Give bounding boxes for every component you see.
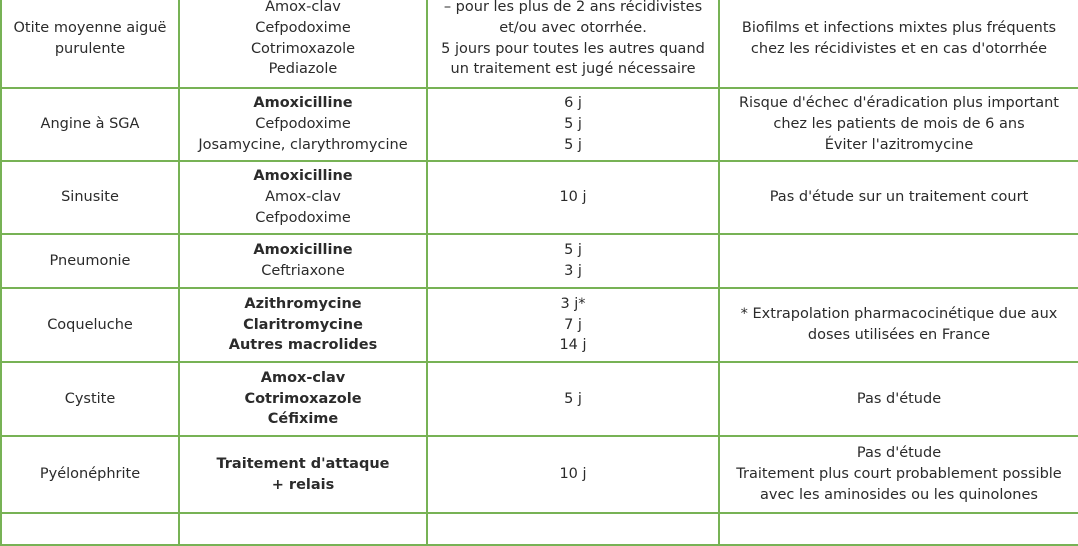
cell-treatments xyxy=(179,436,427,513)
duration-line: 6 j xyxy=(564,95,582,112)
treatment-line: Traitement d'attaque xyxy=(216,455,390,472)
comment-line: Pas d'étude sur un traitement court xyxy=(769,189,1029,206)
duration-line: 5 j xyxy=(564,136,582,153)
treatment-line: Cefpodoxime xyxy=(255,116,351,133)
cell-infection xyxy=(1,88,179,161)
comment-line: chez les récidivistes et en cas d'otorrhée xyxy=(750,40,1048,57)
duration-line: 3 j* xyxy=(560,295,586,312)
duration-line: 10 j xyxy=(559,466,587,483)
comment-line: Risque d'échec d'éradication plus important xyxy=(738,95,1059,112)
comment-line: * Extrapolation pharmacocinétique due aux xyxy=(740,306,1058,323)
cell-treatments xyxy=(179,288,427,362)
cell-comments xyxy=(719,161,1078,234)
table-row-cutoff xyxy=(1,513,1078,545)
treatment-line: Cotrimoxazole xyxy=(250,40,356,57)
treatment-line: Céfixime xyxy=(267,411,339,428)
comment-line: Traitement plus court probablement possible xyxy=(736,466,1062,483)
table-row-angine xyxy=(1,88,1078,161)
cell-comments xyxy=(719,436,1078,513)
infection-line: Coqueluche xyxy=(47,316,133,333)
table-row-pyelonephrite xyxy=(1,436,1078,513)
cell-empty xyxy=(1,513,179,545)
cell-comments xyxy=(719,288,1078,362)
treatment-line: Amoxicilline xyxy=(253,168,353,185)
comment-line: Pas d'étude xyxy=(856,390,942,407)
cell-comments xyxy=(719,0,1078,88)
treatment-line: Autres macrolides xyxy=(228,337,378,354)
cell-treatments xyxy=(179,161,427,234)
infection-line: Cystite xyxy=(64,390,116,407)
cell-comments xyxy=(719,234,1078,288)
table-row-coqueluche xyxy=(1,288,1078,362)
table-body xyxy=(1,0,1078,545)
comment-line: Éviter l'azitromycine xyxy=(824,136,974,153)
duration-line: 5 j xyxy=(564,242,582,259)
cell-duration xyxy=(427,436,719,513)
infection-line: Otite moyenne aiguë xyxy=(13,19,167,36)
cell-treatments xyxy=(179,0,427,88)
infection-line: Sinusite xyxy=(61,189,119,206)
comment-line: Pas d'étude xyxy=(856,445,942,462)
duration-line: un traitement est jugé nécessaire xyxy=(450,61,696,78)
duration-line: 5 j xyxy=(564,390,582,407)
infection-line: Angine à SGA xyxy=(40,116,140,133)
cell-duration xyxy=(427,161,719,234)
cell-comments xyxy=(719,88,1078,161)
comment-line: doses utilisées en France xyxy=(807,327,991,343)
duration-line: 10 j xyxy=(559,189,587,206)
treatment-line: Amoxicilline xyxy=(253,242,353,259)
infection-line: purulente xyxy=(54,40,126,57)
duration-line: 3 j xyxy=(564,263,582,279)
cell-treatments xyxy=(179,88,427,161)
cell-duration xyxy=(427,0,719,88)
duration-line: 7 j xyxy=(564,316,582,333)
treatment-line: Amox-clav xyxy=(265,189,341,206)
duration-line: – pour les plus de 2 ans récidivistes xyxy=(443,0,703,16)
comment-line: avec les aminosides ou les quinolones xyxy=(760,486,1038,503)
cell-duration xyxy=(427,88,719,161)
cell-infection xyxy=(1,288,179,362)
table-row-pneumonie xyxy=(1,234,1078,288)
cell-infection xyxy=(1,362,179,436)
treatment-line: Amoxicilline xyxy=(253,95,353,112)
treatment-line: Ceftriaxone xyxy=(261,263,345,279)
cell-infection xyxy=(1,0,179,88)
treatment-line: Claritromycine xyxy=(243,316,363,333)
duration-line: 5 jours pour toutes les autres quand xyxy=(441,40,705,57)
comment-line: Biofilms et infections mixtes plus fréquents xyxy=(741,19,1057,36)
treatment-line: Cotrimoxazole xyxy=(244,390,362,407)
duration-line: et/ou avec otorrhée. xyxy=(499,19,647,36)
table-row-otite xyxy=(1,0,1078,88)
treatment-line: Amox-clav xyxy=(260,369,346,386)
cell-empty xyxy=(179,513,427,545)
treatment-line: + relais xyxy=(271,476,335,493)
cell-infection xyxy=(1,234,179,288)
cell-infection xyxy=(1,436,179,513)
cell-empty xyxy=(427,513,719,545)
cell-duration xyxy=(427,362,719,436)
cell-duration xyxy=(427,288,719,362)
comment-line: chez les patients de mois de 6 ans xyxy=(773,116,1025,133)
infection-line: Pneumonie xyxy=(49,252,131,269)
table-row-sinusite xyxy=(1,161,1078,234)
cell-empty xyxy=(719,513,1078,545)
treatment-line: Cefpodoxime xyxy=(255,19,351,36)
infection-line: Pyélonéphrite xyxy=(39,466,141,483)
cell-comments xyxy=(719,362,1078,436)
treatment-line: Azithromycine xyxy=(244,295,362,312)
cell-treatments xyxy=(179,362,427,436)
treatment-line: Cefpodoxime xyxy=(255,209,351,226)
cell-infection xyxy=(1,161,179,234)
duration-line: 5 j xyxy=(564,116,582,133)
table-row-cystite xyxy=(1,362,1078,436)
cell-duration xyxy=(427,234,719,288)
treatment-line: Josamycine, clarythromycine xyxy=(198,136,408,153)
treatment-line: Amox-clav xyxy=(265,0,341,16)
treatment-line: Pediazole xyxy=(268,61,338,78)
cell-treatments xyxy=(179,234,427,288)
duration-line: 14 j xyxy=(559,337,587,354)
